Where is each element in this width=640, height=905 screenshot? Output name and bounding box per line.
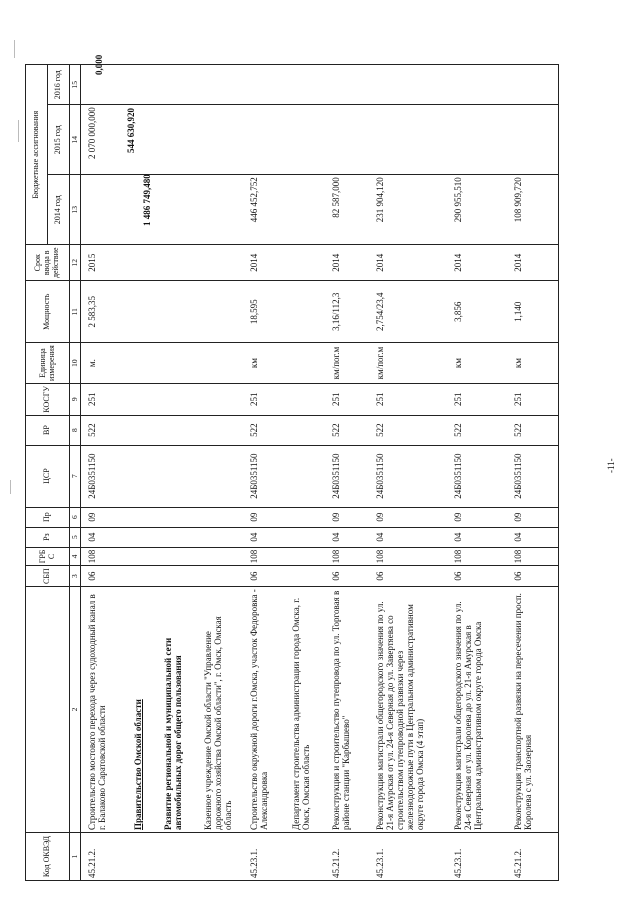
header-csr: ЦСР [26,445,70,507]
cell-name: Реконструкция и строительство путепровода по ул. Торговая в районе станции "Карбышево" [325,587,369,833]
cell-kosgu: 251 [369,383,447,415]
total-2015: 544 630,920 [126,108,136,153]
column-number: 13 [70,175,81,245]
header-2016: 2016 год [48,65,70,105]
cell-vr: 522 [243,415,285,445]
cell-unit: км/пог.м [369,343,447,384]
table-row [369,65,447,881]
header-2015: 2015 год [48,105,70,175]
header-kosgu: КОСГУ [26,383,70,415]
table-row [157,65,197,881]
cell-2015 [325,105,369,175]
cell-pr: 09 [325,507,369,527]
cell-2016 [325,65,369,105]
cell-capacity: 3,16/112,3 [325,281,369,343]
cell-vr: 522 [369,415,447,445]
cell-2016 [507,65,559,105]
cell-term: 2014 [447,245,507,281]
cell-capacity: 2,754/23,4 [369,281,447,343]
cell-term: 2015 [81,245,127,281]
cell-2014: 108 909,720 [507,175,559,245]
cell-2014: 82 587,000 [325,175,369,245]
cell-grbs: 108 [81,547,127,566]
program-heading: Развитие региональной и муниципальной сети автомобильных дорог общего пользования [157,587,197,833]
header-budget: Бюджетные ассигнования [26,65,48,245]
cell-okvzd: 45.23.1. [243,833,285,881]
cell-2014: 290 955,510 [447,175,507,245]
cell-rz: 04 [81,527,127,547]
column-number: 6 [70,507,81,527]
cell-rz: 04 [507,527,559,547]
cell-unit: км [447,343,507,384]
cell-2015 [243,105,285,175]
header-okvzd: Код ОКВЭД [26,833,70,881]
cell-2016 [447,65,507,105]
cell-rz: 04 [325,527,369,547]
organization-heading: Правительство Омской области [127,587,157,833]
header-name [26,587,70,833]
total-2016: 0,000 [94,54,104,75]
cell-vr: 522 [447,415,507,445]
cell-csr: 24Б0351150 [243,445,285,507]
cell-kosgu: 251 [325,383,369,415]
cell-sbp: 06 [243,566,285,587]
cell-name: Реконструкция магистрали общегородского значения по ул. 21-я Амурская от ул. 24-я Северная до ул. Завертяева со строительством путепроводной развязки через железнодорожные пути в Центральном административном округе города Омска (4 этап) [369,587,447,833]
cell-kosgu: 251 [447,383,507,415]
cell-term: 2014 [325,245,369,281]
cell-grbs: 108 [243,547,285,566]
table-row [507,65,559,881]
cell-sbp: 06 [81,566,127,587]
cell-csr: 24Б0351150 [81,445,127,507]
cell-2014: 446 452,752 [243,175,285,245]
cell-2015: 2 070 000,000 [81,105,127,175]
cell-capacity: 2 583,35 [81,281,127,343]
cell-2014: 231 904,120 [369,175,447,245]
table-row [447,65,507,881]
cell-pr: 09 [369,507,447,527]
column-number: 4 [70,547,81,566]
table-row [285,65,325,881]
cell-2015 [447,105,507,175]
cell-vr: 522 [325,415,369,445]
column-number: 8 [70,415,81,445]
column-number: 15 [70,65,81,105]
institution-heading: Казенное учреждение Омской области "Управление дорожного хозяйства Омской области", г. Омск, Омская область [197,587,243,833]
column-number: 9 [70,383,81,415]
cell-grbs: 108 [325,547,369,566]
header-sbp: СБП [26,566,70,587]
cell-2014 [81,175,127,245]
page-number: -11- [606,458,616,473]
cell-pr: 09 [447,507,507,527]
header-pr: Пр [26,507,70,527]
header-2014: 2014 год [48,175,70,245]
cell-2016 [243,65,285,105]
header-rz: Рз [26,527,70,547]
cell-term: 2014 [507,245,559,281]
cell-csr: 24Б0351150 [447,445,507,507]
total-2014: 1 486 749,480 [142,174,152,226]
cell-rz: 04 [369,527,447,547]
column-number: 1 [70,833,81,881]
cell-sbp: 06 [507,566,559,587]
cell-2016 [369,65,447,105]
cell-unit: м. [81,343,127,384]
cell-pr: 09 [81,507,127,527]
cell-term: 2014 [243,245,285,281]
table-row [325,65,369,881]
cell-kosgu: 251 [507,383,559,415]
cell-grbs: 108 [447,547,507,566]
column-number: 10 [70,343,81,384]
cell-csr: 24Б0351150 [325,445,369,507]
cell-2015 [369,105,447,175]
cell-term: 2014 [369,245,447,281]
cell-name: Реконструкция магистрали общегородского значения по ул. 24-я Северная от ул. Королева до ул. 21-я Амурская в Центральном административном округе города Омска [447,587,507,833]
column-number: 11 [70,281,81,343]
cell-sbp: 06 [325,566,369,587]
cell-sbp: 06 [369,566,447,587]
cell-okvzd: 45.23.1. [369,833,447,881]
header-grbs: ГРБ С [26,547,70,566]
cell-csr: 24Б0351150 [369,445,447,507]
cell-okvzd: 45.23.1. [447,833,507,881]
cell-kosgu: 251 [243,383,285,415]
cell-vr: 522 [507,415,559,445]
column-number: 5 [70,527,81,547]
cell-name: Строительство мостового перехода через судоходный канал в г. Балаково Саратовской области [81,587,127,833]
header-capacity: Мощность [26,281,70,343]
cell-okvzd: 45.21.2. [325,833,369,881]
cell-kosgu: 251 [81,383,127,415]
cell-2015 [507,105,559,175]
cell-pr: 09 [243,507,285,527]
cell-okvzd: 45.21.2. [81,833,127,881]
cell-unit: км [243,343,285,384]
cell-grbs: 108 [369,547,447,566]
column-number: 14 [70,105,81,175]
budget-table [25,64,559,881]
cell-rz: 04 [243,527,285,547]
cell-name: Строительство окружной дороги г.Омска, участок Федоровка - Александровка [243,587,285,833]
cell-rz: 04 [447,527,507,547]
header-term: Срок ввода в действие [26,245,70,281]
column-number: 3 [70,566,81,587]
cell-pr: 09 [507,507,559,527]
table-row [197,65,243,881]
cell-vr: 522 [81,415,127,445]
department-heading: Департамент строительства администрации города Омска, г. Омск, Омская область [285,587,325,833]
cell-name: Реконструкция транспортной развязки на пересечении просп. Королева с ул. Заозерная [507,587,559,833]
cell-csr: 24Б0351150 [507,445,559,507]
cell-capacity: 3,856 [447,281,507,343]
table-row [243,65,285,881]
table-row [81,65,127,881]
column-number: 12 [70,245,81,281]
cell-unit: км/пог.м [325,343,369,384]
header-unit: Единица измерения [26,343,70,384]
cell-capacity: 1,140 [507,281,559,343]
cell-grbs: 108 [507,547,559,566]
cell-unit: км [507,343,559,384]
cell-capacity: 18,595 [243,281,285,343]
cell-okvzd: 45.21.2. [507,833,559,881]
cell-sbp: 06 [447,566,507,587]
rotated-content [12,18,627,893]
column-number: 7 [70,445,81,507]
scan-mark [10,480,11,494]
column-number: 2 [70,587,81,833]
header-vr: ВР [26,415,70,445]
